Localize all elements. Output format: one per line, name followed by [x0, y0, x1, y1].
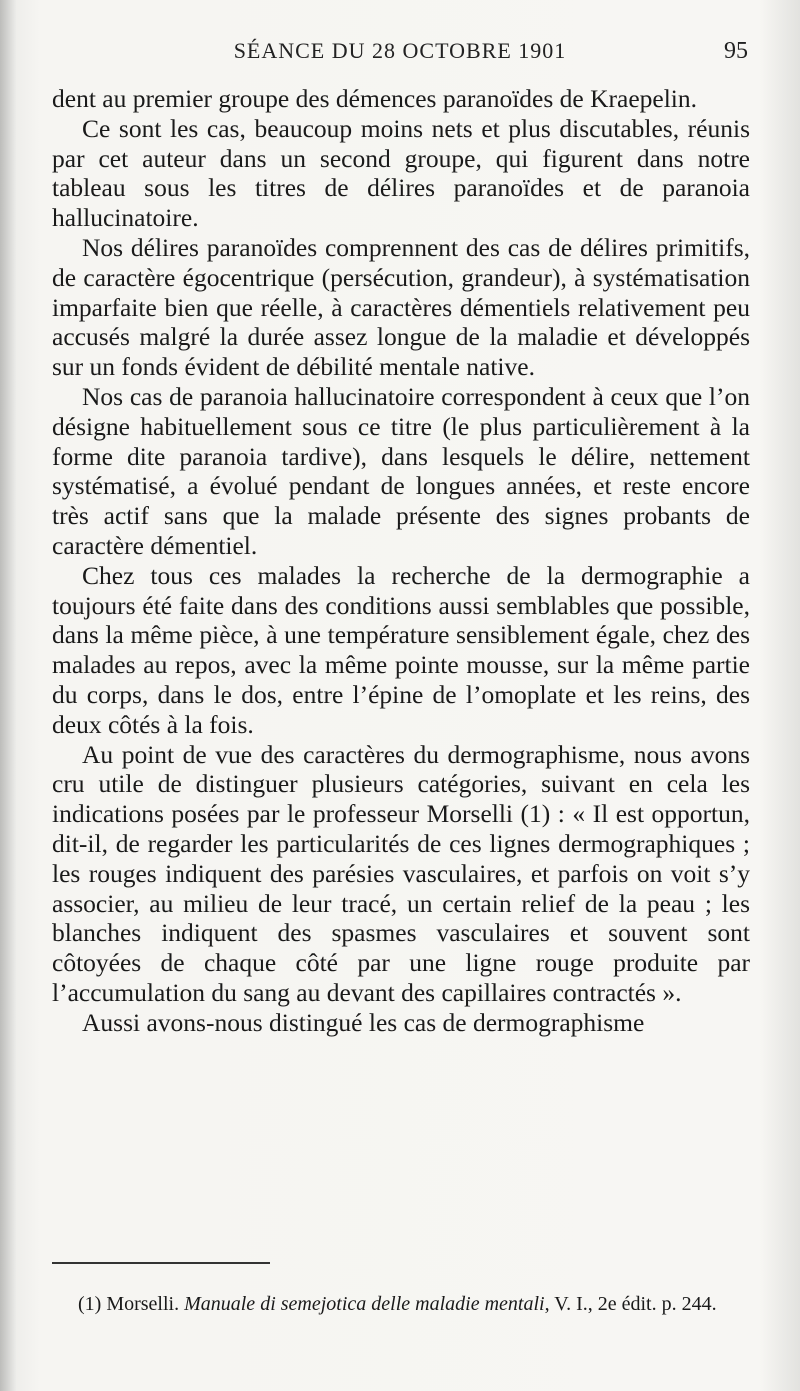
paragraph: Au point de vue des caractères du dermographisme, nous avons cru utile de distinguer plusieurs catégories, suivant en cela les indications posées par le professeur Morselli (1) : « Il est opportun, dit-il, de regarder les particularités de ces lignes dermographiques ; les rouges indiquent des parésies vasculaires, et parfois on voit s’y associer, au milieu de leur tracé, un certain relief de la peau ; les blanches indiquent des spasmes vasculaires et souvent sont côtoyées de chaque côté par une ligne rouge produite par l’accumulation du sang au devant des capillaires contractés ».	[52, 739, 750, 1007]
paragraph: Chez tous ces malades la recherche de la dermographie a toujours été faite dans des conditions aussi semblables que possible, dans la même pièce, à une température sensiblement égale, chez des malades au repos, avec la même pointe mousse, sur la même partie du corps, dans le dos, entre l’épine de l’omoplate et les reins, des deux côtés à la fois.	[52, 560, 750, 739]
body-text	[52, 84, 750, 1038]
footnote-marker: (1) Morselli.	[78, 1293, 180, 1315]
running-head: SÉANCE DU 28 OCTOBRE 1901	[233, 38, 567, 63]
footnote-rule	[52, 1262, 270, 1264]
footnote	[52, 1292, 750, 1317]
footnote-title: Manuale di semejotica delle maladie mentali	[184, 1293, 545, 1315]
footnote-rest: , V. I., 2e édit. p. 244.	[544, 1293, 717, 1315]
paragraph-continuation: dent au premier groupe des démences paranoïdes de Kraepelin.	[52, 84, 698, 113]
paragraph: Nos cas de paranoia hallucinatoire correspondent à ceux que l’on désigne habituellement sous ce titre (le plus particulièrement à la forme dite paranoia tardive), dans lesquels le délire, nettement systématisé, a évolué pendant de longues années, et reste encore très actif sans que la malade présente des signes probants de caractère démentiel.	[52, 381, 750, 560]
page-header	[52, 38, 748, 74]
paragraph: Ce sont les cas, beaucoup moins nets et plus discutables, réunis par cet auteur dans un second groupe, qui figurent dans notre tableau sous les titres de délires paranoïdes et de paranoia hallucinatoire.	[52, 113, 750, 233]
page-binding-shadow	[0, 0, 16, 1391]
page-number: 95	[724, 38, 748, 64]
paragraph: Aussi avons-nous distingué les cas de dermographisme	[82, 1007, 645, 1037]
paragraph: Nos délires paranoïdes comprennent des cas de délires primitifs, de caractère égocentrique (persécution, grandeur), à systématisation imparfaite bien que réelle, à caractères démentiels relativement peu accusés malgré la durée assez longue de la maladie et développés sur un fonds évident de débilité mentale native.	[52, 232, 750, 382]
